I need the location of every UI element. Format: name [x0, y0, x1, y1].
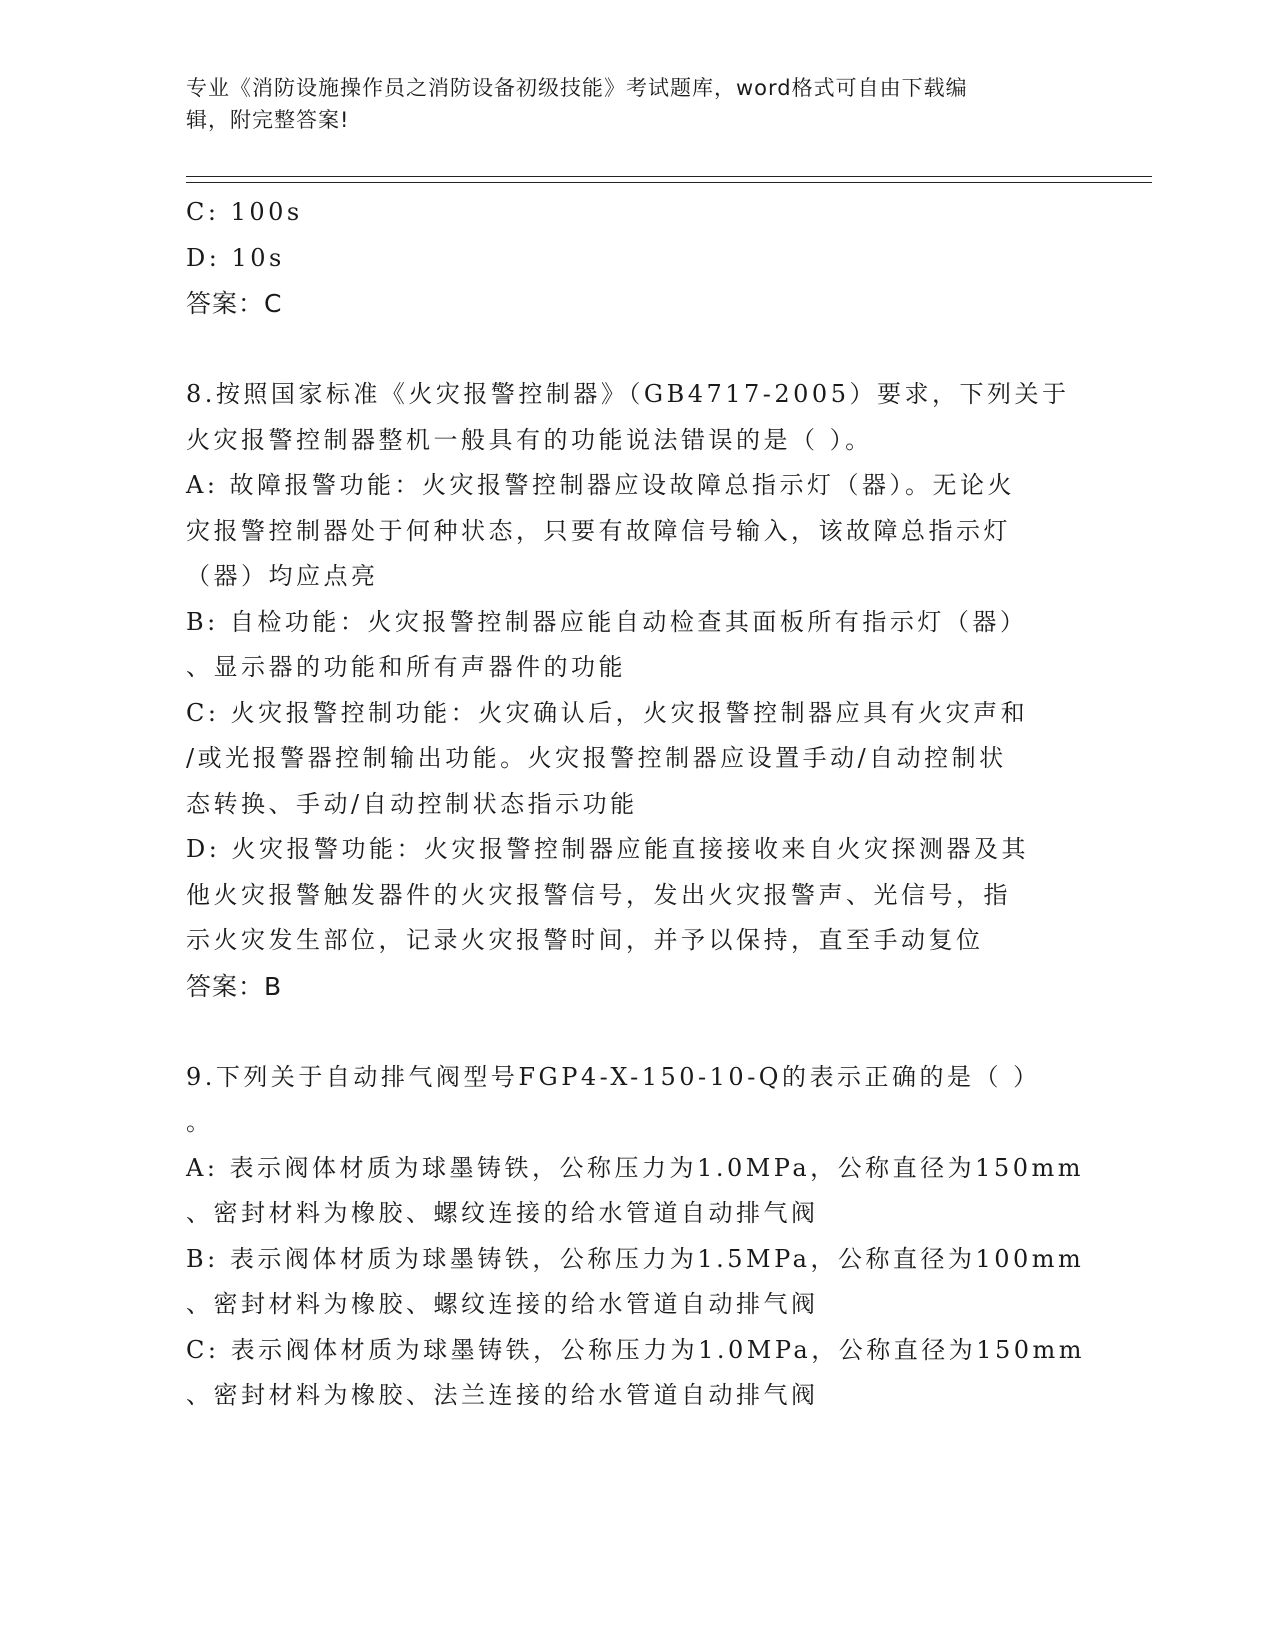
option-d: D: 火灾报警功能：火灾报警控制器应能直接接收来自火灾探测器及其 — [186, 835, 1029, 863]
header-divider — [186, 182, 1152, 183]
option-d: D: 10s — [186, 243, 285, 272]
previous-question-tail — [186, 190, 1076, 327]
option-a: A: 表示阀体材质为球墨铸铁，公称压力为1.0MPa，公称直径为150mm — [186, 1153, 1084, 1182]
option-b: 、密封材料为橡胶、螺纹连接的给水管道自动排气阀 — [186, 1290, 819, 1318]
option-c: C: 100s — [186, 198, 303, 226]
option-c: /或光报警器控制输出功能。火灾报警控制器应设置手动/自动控制状 — [186, 744, 1007, 772]
header-line: 辑，附完整答案! — [186, 108, 350, 132]
spacer — [186, 327, 1076, 373]
question-9 — [186, 1055, 1086, 1419]
question-8 — [186, 372, 1076, 1009]
option-c: 态转换、手动/自动控制状态指示功能 — [186, 789, 638, 818]
option-a: A: 故障报警功能：火灾报警控制器应设故障总指示灯（器）。无论火 — [186, 471, 1016, 499]
header-divider — [186, 176, 1152, 177]
option-a: （器）均应点亮 — [186, 562, 379, 590]
question-stem: 。 — [186, 1108, 214, 1136]
answer: 答案：B — [186, 971, 283, 1001]
option-c: 、密封材料为橡胶、法兰连接的给水管道自动排气阀 — [186, 1381, 819, 1409]
question-stem: 9.下列关于自动排气阀型号FGP4-X-150-10-Q的表示正确的是（ ） — [186, 1062, 1041, 1091]
document-body — [186, 190, 1086, 1419]
option-b: B: 表示阀体材质为球墨铸铁，公称压力为1.5MPa，公称直径为100mm — [186, 1244, 1085, 1273]
question-stem: 8.按照国家标准《火灾报警控制器》（GB4717-2005）要求，下列关于 — [186, 380, 1070, 408]
option-a: 、密封材料为橡胶、螺纹连接的给水管道自动排气阀 — [186, 1199, 819, 1227]
option-a: 灾报警控制器处于何种状态，只要有故障信号输入，该故障总指示灯 — [186, 516, 1011, 545]
header-line: 专业《消防设施操作员之消防设备初级技能》考试题库，word格式可自由下载编 — [186, 76, 968, 100]
spacer — [186, 1009, 1076, 1055]
option-c: C: 火灾报警控制功能：火灾确认后，火灾报警控制器应具有火灾声和 — [186, 698, 1029, 727]
option-b: B: 自检功能：火灾报警控制器应能自动检查其面板所有指示灯（器） — [186, 607, 1028, 636]
option-c: C: 表示阀体材质为球墨铸铁，公称压力为1.0MPa，公称直径为150mm — [186, 1335, 1086, 1364]
option-d: 示火灾发生部位，记录火灾报警时间，并予以保持，直至手动复位 — [186, 926, 984, 954]
answer: 答案：C — [186, 289, 283, 318]
option-d: 他火灾报警触发器件的火灾报警信号，发出火灾报警声、光信号，指 — [186, 880, 1011, 909]
option-b: 、显示器的功能和所有声器件的功能 — [186, 653, 626, 681]
question-stem: 火灾报警控制器整机一般具有的功能说法错误的是（ ）。 — [186, 425, 873, 454]
document-header — [186, 72, 1066, 136]
